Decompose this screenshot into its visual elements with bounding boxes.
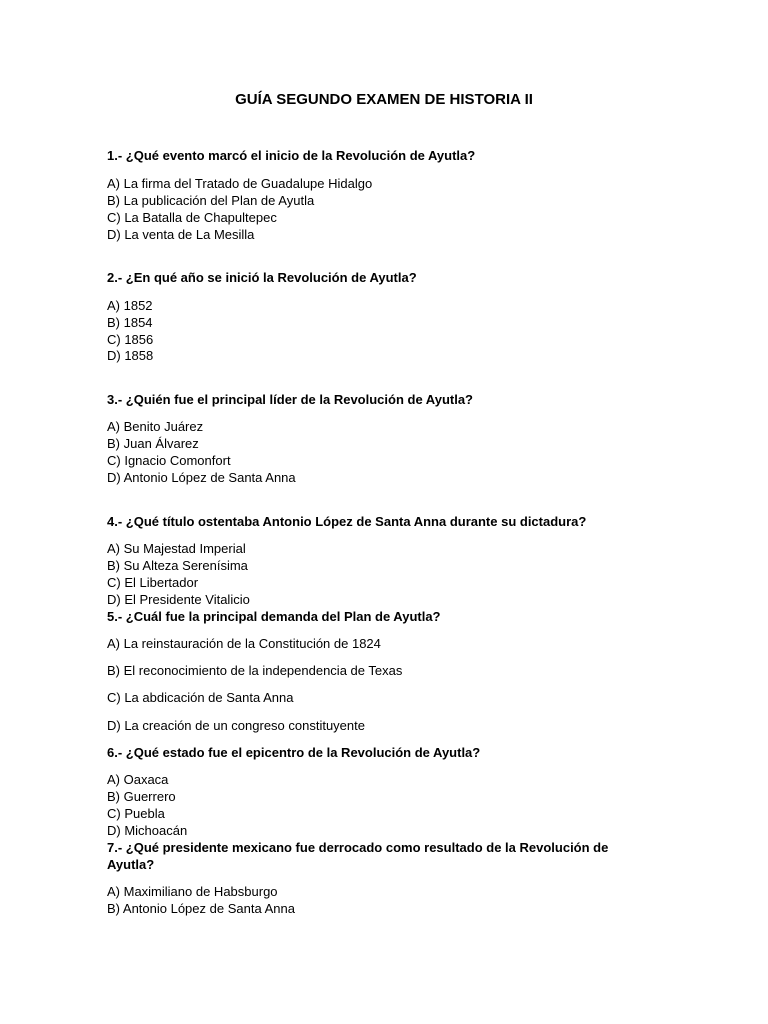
q6-option-b: B) Guerrero bbox=[107, 789, 176, 804]
q4-option-d: D) El Presidente Vitalicio bbox=[107, 592, 250, 607]
q6-option-c: C) Puebla bbox=[107, 806, 165, 821]
question-6: 6.- ¿Qué estado fue el epicentro de la Revolución de Ayutla? bbox=[107, 745, 481, 760]
q6-option-a: A) Oaxaca bbox=[107, 772, 169, 787]
q2-option-d: D) 1858 bbox=[107, 348, 154, 363]
q5-option-c: C) La abdicación de Santa Anna bbox=[107, 690, 294, 705]
q4-option-b: B) Su Alteza Serenísima bbox=[107, 558, 248, 573]
question-1: 1.- ¿Qué evento marcó el inicio de la Revolución de Ayutla? bbox=[107, 148, 476, 163]
q6-option-d: D) Michoacán bbox=[107, 823, 188, 838]
question-5: 5.- ¿Cuál fue la principal demanda del Plan de Ayutla? bbox=[107, 609, 441, 624]
q7-option-b: B) Antonio López de Santa Anna bbox=[107, 901, 295, 916]
question-2: 2.- ¿En qué año se inició la Revolución de Ayutla? bbox=[107, 270, 417, 285]
q3-option-c: C) Ignacio Comonfort bbox=[107, 453, 231, 468]
q2-option-b: B) 1854 bbox=[107, 315, 153, 330]
q2-option-c: C) 1856 bbox=[107, 332, 154, 347]
q3-option-b: B) Juan Álvarez bbox=[107, 436, 199, 451]
q3-option-d: D) Antonio López de Santa Anna bbox=[107, 470, 296, 485]
q1-option-a: A) La firma del Tratado de Guadalupe Hidalgo bbox=[107, 176, 373, 191]
q4-option-c: C) El Libertador bbox=[107, 575, 199, 590]
page-title: GUÍA SEGUNDO EXAMEN DE HISTORIA II bbox=[235, 91, 533, 108]
q5-option-a: A) La reinstauración de la Constitución de 1824 bbox=[107, 636, 381, 651]
q7-option-a: A) Maximiliano de Habsburgo bbox=[107, 884, 278, 899]
q1-option-d: D) La venta de La Mesilla bbox=[107, 227, 255, 242]
question-7: 7.- ¿Qué presidente mexicano fue derrocado como resultado de la Revolución de Ayutla? bbox=[107, 840, 609, 872]
q1-option-c: C) La Batalla de Chapultepec bbox=[107, 210, 277, 225]
q1-option-b: B) La publicación del Plan de Ayutla bbox=[107, 193, 315, 208]
q4-option-a: A) Su Majestad Imperial bbox=[107, 541, 246, 556]
question-3: 3.- ¿Quién fue el principal líder de la Revolución de Ayutla? bbox=[107, 392, 473, 407]
q3-option-a: A) Benito Juárez bbox=[107, 419, 204, 434]
q2-option-a: A) 1852 bbox=[107, 298, 153, 313]
q5-option-d: D) La creación de un congreso constituyente bbox=[107, 718, 365, 733]
q5-option-b: B) El reconocimiento de la independencia de Texas bbox=[107, 663, 403, 678]
question-4: 4.- ¿Qué título ostentaba Antonio López de Santa Anna durante su dictadura? bbox=[107, 514, 587, 529]
